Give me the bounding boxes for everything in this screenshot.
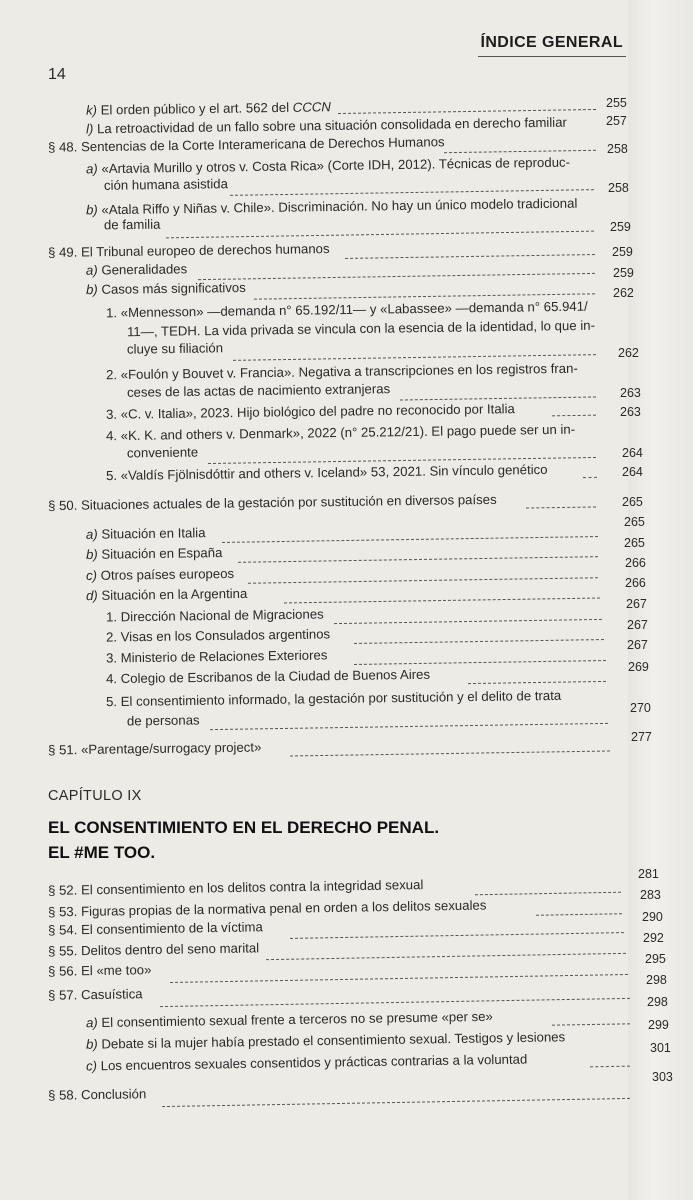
- toc-line: [48, 918, 263, 939]
- page-ref: 295: [645, 952, 666, 966]
- dotted-leader: [248, 577, 598, 583]
- toc-line: [127, 339, 223, 358]
- page-ref: 283: [640, 888, 661, 902]
- entry-text: Situación en España: [101, 545, 223, 562]
- toc-line: [86, 154, 570, 179]
- page-ref: 290: [642, 910, 663, 924]
- item-marker: 5.: [105, 694, 118, 710]
- dotted-leader: [170, 974, 628, 983]
- entry-text: Los encuentros sexuales consentidos y prácticas contrarias a la voluntad: [100, 1051, 528, 1074]
- page-ref: 263: [620, 405, 641, 419]
- toc-line: [48, 739, 262, 760]
- toc-line: [106, 400, 515, 424]
- dotted-leader: [198, 273, 595, 280]
- entry-text: cluye su filiación: [126, 340, 224, 357]
- toc-line: [86, 1008, 493, 1032]
- page-ref: 267: [626, 597, 647, 611]
- item-marker: 5.: [105, 467, 118, 484]
- dotted-leader: [552, 415, 596, 417]
- page-ref: 301: [650, 1041, 671, 1055]
- page-ref: 257: [606, 114, 627, 128]
- toc-line: [48, 985, 143, 1004]
- entry-text: Dirección Nacional de Migraciones: [120, 606, 324, 625]
- entry-text: Situación en la Argentina: [101, 585, 248, 603]
- entry-text: ceses de las actas de nacimiento extranjeras: [126, 381, 391, 400]
- page-ref: 299: [648, 1018, 669, 1032]
- page-ref: 258: [607, 142, 628, 156]
- dotted-leader: [162, 1098, 630, 1107]
- entry-text: El consentimiento sexual frente a terceros no se presume «per se»: [101, 1008, 493, 1030]
- page-ref: 263: [620, 386, 641, 400]
- page-ref: 266: [625, 576, 646, 590]
- section-marker: § 57.: [47, 987, 78, 1003]
- entry-text: de personas: [126, 712, 200, 729]
- dotted-leader: [284, 598, 600, 604]
- item-marker: 3.: [105, 406, 118, 422]
- running-head: ÍNDICE GENERAL: [480, 34, 623, 51]
- page-ref: 270: [630, 701, 651, 715]
- section-marker: § 49.: [47, 244, 78, 260]
- entry-text: Debate si la mujer había prestado el consentimiento sexual. Testigos y lesiones: [101, 1029, 566, 1052]
- entry-text: El «me too»: [80, 962, 152, 979]
- page-ref: 266: [625, 556, 646, 570]
- toc-line: [106, 605, 324, 626]
- toc-line: [127, 380, 390, 402]
- toc-line: [106, 461, 548, 485]
- section-marker: § 54.: [47, 922, 78, 938]
- toc-line: [86, 1028, 565, 1054]
- section-marker: § 53.: [47, 903, 78, 920]
- toc-line: [106, 687, 561, 711]
- toc-line: [48, 240, 330, 262]
- toc-line: [48, 876, 424, 900]
- dotted-leader: [222, 536, 598, 543]
- page-ref: 264: [622, 446, 643, 460]
- page-ref: 292: [643, 931, 664, 945]
- item-marker: b): [85, 1036, 98, 1052]
- dotted-leader: [552, 1023, 630, 1025]
- item-marker: 2.: [105, 367, 118, 383]
- page-ref: 267: [627, 618, 648, 632]
- dotted-leader: [354, 660, 606, 665]
- dotted-leader: [444, 150, 596, 153]
- item-marker: b): [85, 202, 98, 218]
- header-rule: [478, 56, 626, 57]
- item-marker: 1.: [105, 609, 118, 625]
- toc-line: [48, 897, 487, 922]
- section-marker: § 55.: [47, 943, 78, 959]
- item-marker: k): [85, 102, 98, 118]
- dotted-leader: [536, 913, 622, 916]
- entry-text: Conclusión: [80, 1086, 147, 1103]
- dotted-leader: [468, 681, 606, 684]
- toc-line: [127, 711, 200, 730]
- toc-line: [86, 544, 223, 564]
- entry-text: «C. v. Italia», 2023. Hijo biológico del padre no reconocido por Italia: [120, 401, 515, 422]
- page-ref: 255: [606, 96, 627, 110]
- item-marker: 1.: [105, 305, 118, 321]
- page-ref: 259: [612, 245, 633, 259]
- entry-text: «Mennesson» —demanda n° 65.192/11— y «Labassee» —demanda n° 65.941/: [120, 298, 588, 321]
- item-marker: 3.: [105, 650, 118, 666]
- entry-text: El Tribunal europeo de derechos humanos: [80, 241, 330, 260]
- dotted-leader: [345, 254, 595, 259]
- page-ref: 269: [628, 660, 649, 674]
- dotted-leader: [354, 639, 604, 644]
- page-ref: 259: [610, 220, 631, 234]
- entry-text: «Atala Riffo y Niñas v. Chile». Discriminación. No hay un único modelo tradicional: [101, 195, 578, 218]
- entry-text: 11—, TEDH. La vida privada se vincula con la esencia de la identidad, lo que in-: [126, 317, 596, 340]
- page-ref: 264: [622, 465, 643, 479]
- entry-text: «Artavia Murillo y otros v. Costa Rica» (Corte IDH, 2012). Técnicas de reproduc-: [101, 154, 571, 177]
- section-marker: § 51.: [47, 742, 78, 758]
- chapter-label: CAPÍTULO IX: [48, 788, 142, 804]
- section-marker: § 48.: [47, 139, 78, 155]
- entry-text: El consentimiento informado, la gestación por sustitución y el delito de trata: [120, 687, 562, 709]
- entry-text: El consentimiento en los delitos contra la integridad sexual: [80, 877, 424, 898]
- entry-text: Otros países europeos: [100, 565, 235, 583]
- entry-text: Generalidades: [101, 261, 188, 278]
- toc-line: [48, 939, 259, 960]
- entry-text: Casuística: [80, 986, 143, 1003]
- item-marker: a): [85, 262, 98, 278]
- item-marker: a): [85, 161, 98, 177]
- entry-text: La retroactividad de un fallo sobre una situación consolidada en derecho familiar: [96, 114, 567, 137]
- entry-text: conveniente: [126, 444, 199, 461]
- entry-text: «Foulón y Bouvet v. Francia». Negativa a transcripciones en los registros fran-: [120, 360, 578, 383]
- item-marker: d): [85, 587, 98, 604]
- item-marker: 2.: [105, 629, 118, 645]
- dotted-leader: [590, 1066, 630, 1068]
- entry-text: Ministerio de Relaciones Exteriores: [120, 647, 328, 666]
- page-ref: 298: [646, 973, 667, 987]
- item-marker: c): [85, 1058, 98, 1074]
- item-marker: 4.: [105, 671, 118, 687]
- entry-text: Sentencias de la Corte Interamericana de Derechos Humanos: [80, 134, 445, 155]
- toc-line: [106, 625, 330, 646]
- entry-text-italic: CCCN: [292, 99, 331, 115]
- page-ref: 267: [627, 638, 648, 652]
- page-ref: 262: [618, 346, 639, 360]
- page-ref: 298: [647, 995, 668, 1009]
- chapter-title: EL CONSENTIMIENTO EN EL DERECHO PENAL.: [48, 818, 440, 837]
- section-marker: § 56.: [47, 963, 78, 979]
- section-marker: § 52.: [47, 882, 78, 898]
- dotted-leader: [166, 231, 594, 239]
- entry-text: «K. K. and others v. Denmark», 2022 (n° 25.212/21). El pago puede ser un in-: [120, 421, 576, 444]
- item-marker: b): [85, 546, 98, 562]
- entry-text: Casos más significativos: [101, 279, 246, 297]
- page-ref: 265: [624, 515, 645, 529]
- entry-text: El orden público y el art. 562 del: [100, 99, 293, 118]
- page-ref: 265: [624, 536, 645, 550]
- dotted-leader: [475, 892, 621, 896]
- page-ref: 265: [622, 495, 643, 509]
- dotted-leader: [238, 556, 598, 563]
- toc-line: [86, 1051, 528, 1076]
- entry-text: Delitos dentro del seno marital: [80, 940, 260, 959]
- toc-line: [106, 666, 430, 689]
- toc-line: [48, 1085, 147, 1105]
- dotted-leader: [334, 619, 602, 624]
- toc-line: [48, 961, 152, 981]
- toc-line: [104, 175, 228, 195]
- entry-text: Visas en los Consulados argentinos: [120, 626, 331, 645]
- entry-text: «Parentage/surrogacy project»: [80, 739, 262, 758]
- page-number: 14: [48, 66, 66, 83]
- item-marker: a): [85, 1015, 98, 1031]
- page-ref: 281: [638, 867, 659, 881]
- entry-text: ción humana asistida: [103, 176, 228, 193]
- toc-line: [127, 444, 198, 463]
- entry-text: Situaciones actuales de la gestación por sustitución en diversos países: [80, 491, 497, 513]
- dotted-leader: [290, 932, 624, 939]
- entry-text: Colegio de Escribanos de la Ciudad de Buenos Aires: [120, 666, 431, 687]
- item-marker: b): [85, 281, 98, 298]
- chapter-subtitle: EL #ME TOO.: [48, 843, 156, 862]
- entry-text: de familia: [103, 216, 161, 233]
- page-ref: 303: [652, 1070, 673, 1084]
- dotted-leader: [266, 953, 626, 960]
- page-ref: 262: [613, 286, 634, 300]
- toc-line: [86, 565, 234, 585]
- toc-line: [86, 279, 246, 299]
- dotted-leader: [210, 723, 608, 730]
- toc-line: [86, 524, 206, 544]
- toc-line: [86, 585, 248, 605]
- item-marker: 4.: [105, 428, 118, 444]
- toc-line: [106, 646, 328, 667]
- toc-line: [106, 421, 575, 446]
- item-marker: l): [85, 121, 94, 137]
- section-marker: § 58.: [47, 1087, 78, 1103]
- item-marker: a): [85, 526, 98, 542]
- item-marker: c): [85, 567, 98, 584]
- page-ref: 258: [608, 181, 629, 195]
- entry-text: El consentimiento de la víctima: [80, 919, 263, 938]
- dotted-leader: [526, 506, 596, 508]
- page-ref: 277: [631, 730, 652, 744]
- page-ref: 259: [613, 266, 634, 280]
- entry-text: Situación en Italia: [101, 525, 206, 542]
- dotted-leader: [160, 998, 630, 1007]
- entry-text: Figuras propias de la normativa penal en orden a los delitos sexuales: [80, 897, 487, 919]
- section-marker: § 50.: [47, 497, 78, 514]
- toc-line: [86, 260, 187, 279]
- toc-line: [48, 491, 497, 515]
- dotted-leader: [290, 750, 610, 756]
- entry-text: «Valdís Fjölnisdóttir and others v. Iceland» 53, 2021. Sin vínculo genético: [120, 461, 548, 483]
- toc-line: [104, 216, 161, 235]
- dotted-leader: [583, 477, 597, 478]
